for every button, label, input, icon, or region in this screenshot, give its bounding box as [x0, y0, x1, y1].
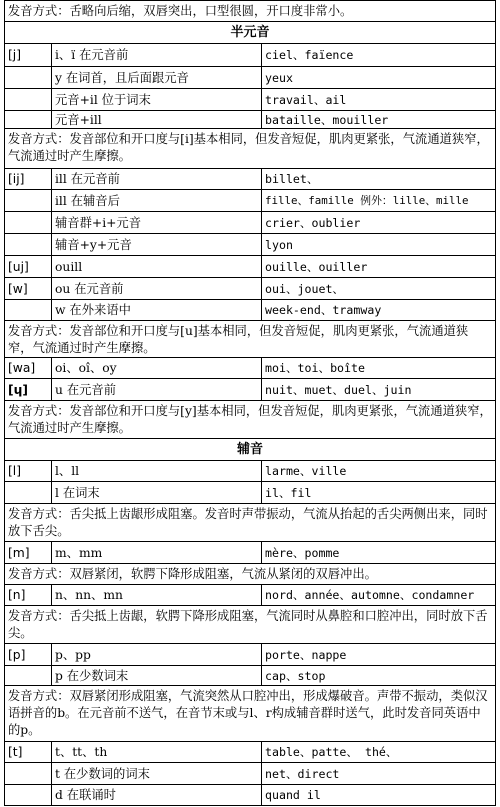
table-row	[4, 644, 496, 666]
example-words: ciel、faïence	[265, 48, 354, 62]
table-row	[4, 461, 496, 482]
spelling-rule: l、ll	[52, 461, 262, 481]
ipa-symbol: [p]	[5, 644, 52, 665]
ipa-symbol-empty	[5, 785, 52, 805]
ipa-symbol-empty	[5, 67, 52, 88]
note-row	[4, 686, 496, 742]
ipa-symbol-empty	[5, 300, 52, 320]
example-words: nord、année、automne、condamner	[265, 588, 475, 602]
spelling-rule: ouill	[52, 256, 262, 277]
section-header-row	[4, 22, 496, 44]
example-words: fille、famille 例外：lille、mille	[265, 194, 469, 207]
pronunciation-note: 发音方式：发音部位和开口度与[y]基本相同，但发音短促，肌肉更紧张，气流通道狭窄，气流通过时产生摩擦。	[8, 404, 492, 435]
note-row	[4, 504, 496, 542]
example-words: nuit、muet、duel、juin	[265, 383, 412, 397]
example-words: mère、pomme	[265, 546, 340, 560]
spelling-rule: 元音+ill	[52, 111, 262, 128]
pronunciation-note: 发音方式：舌略向后缩，双唇突出，口型很圆，开口度非常小。	[8, 4, 353, 18]
note-row	[4, 564, 496, 585]
note-row	[4, 321, 496, 358]
ipa-symbol-empty	[5, 666, 52, 685]
spelling-rule: d 在联诵时	[52, 785, 262, 805]
ipa-symbol-empty	[5, 482, 52, 503]
table-row	[4, 358, 496, 379]
ipa-symbol-empty	[5, 234, 52, 255]
ipa-symbol-empty	[5, 111, 52, 128]
example-words: net、direct	[265, 767, 340, 781]
table-row	[4, 67, 496, 89]
section-title-semivowels: 半元音	[230, 25, 270, 40]
spelling-rule: w 在外来语中	[52, 300, 262, 320]
ipa-symbol: [wa]	[5, 358, 52, 378]
table-row	[4, 278, 496, 300]
spelling-rule: m、mm	[52, 542, 262, 563]
table-row	[4, 666, 496, 686]
table-row	[4, 785, 496, 806]
example-words: porte、nappe	[265, 648, 347, 662]
note-row	[4, 129, 496, 169]
example-words: oui、jouet、	[265, 282, 345, 296]
ipa-symbol-empty	[5, 763, 52, 784]
table-row	[4, 482, 496, 504]
table-row	[4, 542, 496, 564]
spelling-rule: ill 在辅音后	[52, 190, 262, 211]
note-row	[4, 0, 496, 22]
ipa-symbol: [t]	[5, 742, 52, 762]
ipa-symbol-empty	[5, 89, 52, 110]
ipa-symbol: [n]	[5, 585, 52, 605]
example-words: lyon	[265, 238, 293, 252]
spelling-rule: t 在少数词的词末	[52, 763, 262, 784]
example-words: week-end、tramway	[265, 303, 382, 317]
table-row	[4, 169, 496, 190]
ipa-symbol: [m]	[5, 542, 52, 563]
ipa-symbol: [ij]	[5, 169, 52, 189]
example-words: cap、stop	[265, 669, 326, 683]
example-words: ouille、ouiller	[265, 260, 368, 274]
section-header-row	[4, 439, 496, 461]
spelling-rule: y 在词首，且后面跟元音	[52, 67, 262, 88]
ipa-symbol-empty	[5, 212, 52, 233]
example-words: table、patte、 thé、	[265, 745, 398, 759]
spelling-rule: i、ï 在元音前	[52, 44, 262, 66]
section-title-consonants: 辅音	[236, 442, 263, 457]
note-row	[4, 606, 496, 644]
table-row	[4, 379, 496, 401]
spelling-rule: l 在词末	[52, 482, 262, 503]
ipa-symbol: [uj]	[5, 256, 52, 277]
table-row	[4, 89, 496, 111]
pronunciation-note: 发音方式：双唇紧闭，软腭下降形成阻塞，气流从紧闭的双唇冲出。	[8, 567, 377, 581]
example-words: travail、ail	[265, 93, 347, 107]
ipa-symbol: [w]	[5, 278, 52, 299]
spelling-rule: u 在元音前	[52, 379, 262, 400]
pronunciation-note: 发音方式：发音部位和开口度与[i]基本相同，但发音短促，肌肉更紧张，气流通道狭窄，气流通过时产生摩擦。	[8, 132, 489, 163]
table-row	[4, 742, 496, 763]
spelling-rule: ou 在元音前	[52, 278, 262, 299]
table-row	[4, 44, 496, 67]
note-row	[4, 401, 496, 439]
pronunciation-note: 发音方式：发音部位和开口度与[u]基本相同，但发音短促，肌肉更紧张，气流通道狭窄，气流通过时产生摩擦。	[8, 324, 469, 355]
table-row	[4, 190, 496, 212]
spelling-rule: ill 在元音前	[52, 169, 262, 189]
spelling-rule: p 在少数词末	[52, 666, 262, 685]
example-words: yeux	[265, 71, 293, 85]
example-words: billet、	[265, 172, 319, 186]
pronunciation-note: 发音方式：舌尖抵上齿龈形成阻塞。发音时声带振动，气流从抬起的舌尖两侧出来，同时放下舌尖。	[8, 507, 488, 538]
spelling-rule: oi、oî、oy	[52, 358, 262, 378]
ipa-symbol-empty	[5, 190, 52, 211]
spelling-rule: 辅音群+i+元音	[52, 212, 262, 233]
ipa-symbol: [ɥ]	[5, 379, 52, 400]
table-row	[4, 212, 496, 234]
example-words: crier、oublier	[265, 216, 361, 230]
spelling-rule: 元音+il 位于词末	[52, 89, 262, 110]
pronunciation-note: 发音方式：双唇紧闭形成阻塞，气流突然从口腔冲出，形成爆破音。声带不振动，类似汉语拼音的b。在元音前不送气，在音节末或与l、r构成辅音群时送气，此时发音同英语中的p。	[8, 689, 488, 737]
ipa-symbol: [j]	[5, 44, 52, 66]
example-words: larme、ville	[265, 464, 347, 478]
table-row	[4, 585, 496, 606]
example-words: bataille、mouiller	[265, 113, 389, 127]
example-words: moi、toi、boîte	[265, 361, 365, 375]
table-row	[4, 763, 496, 785]
example-words: il、fil	[265, 486, 312, 500]
table-row	[4, 234, 496, 256]
spelling-rule: t、tt、th	[52, 742, 262, 762]
example-words: quand il	[265, 788, 321, 802]
ipa-symbol: [l]	[5, 461, 52, 481]
spelling-rule: p、pp	[52, 644, 262, 665]
spelling-rule: 辅音+y+元音	[52, 234, 262, 255]
spelling-rule: n、nn、mn	[52, 585, 262, 605]
table-row	[4, 300, 496, 321]
table-row	[4, 111, 496, 129]
table-row	[4, 256, 496, 278]
pronunciation-note: 发音方式：舌尖抵上齿龈，软腭下降形成阻塞，气流同时从鼻腔和口腔冲出，同时放下舌尖。	[8, 609, 488, 640]
